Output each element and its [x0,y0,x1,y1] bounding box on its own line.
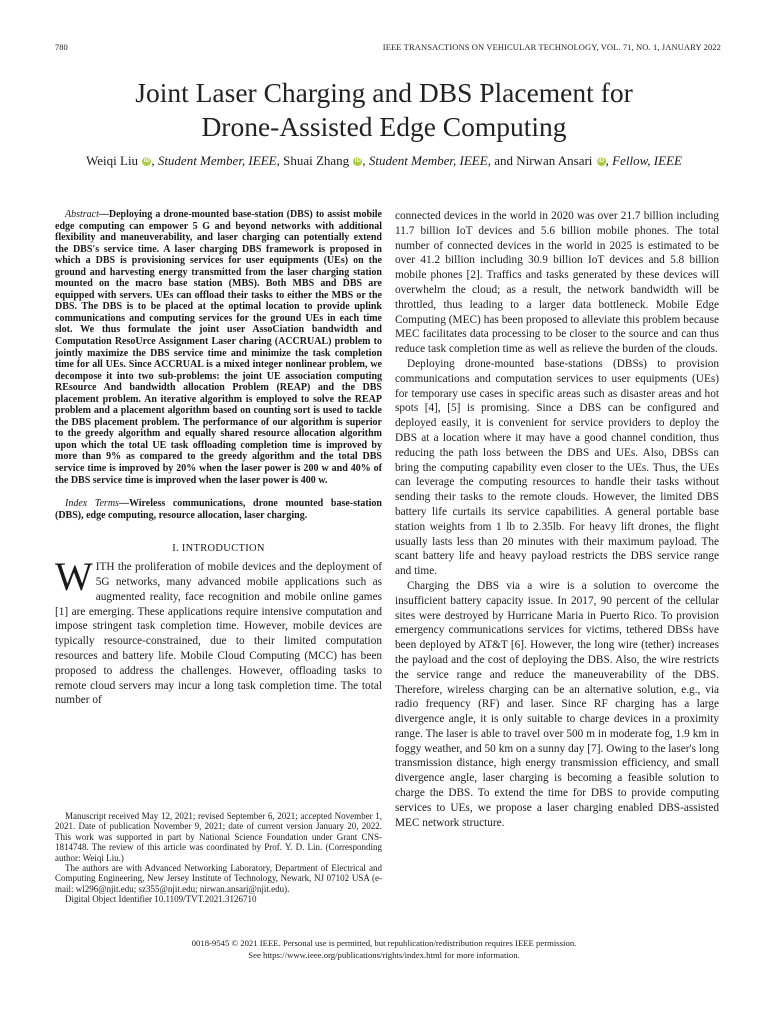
orcid-icon[interactable]: iD [354,158,361,164]
index-terms [55,498,382,521]
author-2-name: Shuai Zhang [279,153,350,168]
footnote-doi: Digital Object Identifier 10.1109/TVT.2021.3126710 [65,894,257,905]
copyright-line-1: 0018-9545 © 2021 IEEE. Personal use is permitted, but republication/redistribution requires IEEE permission. [191,938,577,948]
abstract-text: —Deploying a drone-mounted base-station (DBS) to assist mobile edge computing can empower 5 G and beyond networks with additional flexibility and maneuverability, and laser charging can potentially extend the DBS's service time. A laser charging DBS framework is proposed in which a DBS is provisioning services for user equipments (UEs) on the ground and harvesting energy transmitted from the laser charging station mounted on the macro base station (MBS). Both MBS and DBS are equipped with servers. UEs can offload their tasks to either the MBS or the DBS. The DBS is to be placed at the optimal location to provide uplink communications and computing services for the ground UEs in each time slot. We thus formulate the joint user AssoCiation bandwidth and Computation ResoUrce Assignment Laser charing (ACCRUAL) problem to jointly maximize the DBS service time and minimize the task completion time for all UEs. Since ACCRUAL is a mixed integer nonlinear problem, we decompose it into two sub-problems: the joint UE association computing REsource And bandwidth allocation Problem (REAP) and the DBS placement problem. An iterative algorithm is employed to solve the REAP problem and a placement algorithm based on counting sort is used to tackle the DBS placement problem. The performance of our algorithm is superior to the greedy algorithm and equally shared resource allocation algorithm upon which the total UE task offloading completion time is improved by more than 9% as compared to the greedy algorithm and the total DBS service time is improved by 20% when the laser power is 200 w and 40% of the DBS service time is improved when the laser power is 400 w. [55,209,382,486]
index-terms-text: —Wireless communications, drone mounted base-station (DBS), edge computing, resource allocation, laser charging. [55,498,382,521]
intro-paragraph-1 [55,554,382,708]
author-1-affiliation: , Student Member, IEEE, [151,153,280,168]
right-column [395,209,719,830]
author-3-name: and Nirwan Ansari [490,153,593,168]
drop-cap: W [55,554,93,600]
abstract-label: Abstract [65,209,99,220]
author-list [0,153,768,169]
orcid-icon[interactable]: iD [598,158,605,164]
intro-paragraph-1-text: ITH the proliferation of mobile devices and the deployment of 5G networks, many advanced mobile applications such as augmented reality, face recognition and mobile online games [1] are emerging. These applications require intensive computation and impose stringent task completion time. However, mobile devices are typically resource-constrained, due to their limited computation resources and battery life. Mobile Cloud Computing (MCC) has been proposed to address the challenges. However, offloading tasks to remote cloud servers may incur a long task completion time. The total number of [55,561,382,707]
author-1-name: Weiqi Liu [86,153,139,168]
first-page-footnote [55,811,382,905]
intro-paragraph-2: connected devices in the world in 2020 was over 21.7 billion including 11.7 billion IoT devices and 5.6 billion mobile phones. The total number of connected devices in the world in 2025 is estimated to be over 41.2 billion including 30.9 billion IoT devices and 5.8 billion mobile phones [2]. Traffics and tasks generated by these devices will overwhelm the cloud; as a result, the network bandwidth will be throttled, thus leading to a larger data bottleneck. Mobile Edge Computing (MEC) has been proposed to alleviate this problem because MEC facilitates data processing to be closer to the source and can thus reduce task completion time as well as relieve the burden of the clouds. [395,210,719,356]
intro-paragraph-4: Charging the DBS via a wire is a solution to overcome the insufficient battery capacity issue. In 2017, 90 percent of the cellular sites were destroyed by Hurricane Maria in Puerto Rico. To provision emergency communications services for victims, tethered DBSs have been deployed by AT&T [6]. However, the long wire (tether) increases the payload and the cost of deploying the DBS. Also, the wire restricts the service range and reduce the maneuverability of the DBS. Therefore, wireless charging can be an alternative solution, e.g., via radio frequency (RF) and laser. Since RF charging has a large divergence angle, it is only suitable to charge devices in a proximity range. The laser is able to travel over 500 m in moderate fog, 1.9 km in foggy weather, and 50 km on a sunny day [7]. Owing to the laser's long transmission distance, high energy transmission efficiency, and small divergence angle, laser charging is becoming a feasible solution to charge the DBS. To extend the time for DBS to provide computing services to UEs, we propose a laser charging enabled DBS-assisted MEC network structure. [395,579,719,829]
intro-paragraph-3: Deploying drone-mounted base-stations (DBSs) to provision communications and computation services to user equipments (UEs) for temporary use cases in specific areas such as disaster areas and hot spots [4], [5] is promising. Since a DBS can be configured and deployed easily, it is convenient for service providers to deploy the DBS at a location where it may have a good channel condition, thus reducing the path loss between the DBS and UEs. Also, DBSs can bring the computing capability even closer to the UEs. Thus, the UEs can leverage the computing resources to handle their tasks without sending their tasks to the remote clouds. However, the limited DBS battery life curtails its service capabilities. A general portable base station weights from 1 lb to 2.35lb. For heavy lift drones, the flight usually lasts less than 20 minutes with their maximum payload. The scant battery life and heavy payload restricts the DBS service range and time. [395,357,719,578]
author-3-affiliation: , Fellow, IEEE [605,153,682,168]
journal-header: IEEE TRANSACTIONS ON VEHICULAR TECHNOLOGY, VOL. 71, NO. 1, JANUARY 2022 [382,42,721,52]
copyright-notice [0,938,768,961]
left-column [55,209,382,708]
copyright-line-2: See https://www.ieee.org/publications/rights/index.html for more information. [248,949,520,960]
author-2-affiliation: , Student Member, IEEE, [362,153,491,168]
paper-title [0,76,768,144]
page-number: 780 [55,42,68,52]
abstract [55,209,382,486]
orcid-icon[interactable]: iD [143,158,150,164]
title-line-1: Joint Laser Charging and DBS Placement for [135,77,633,108]
footnote-manuscript: Manuscript received May 12, 2021; revised September 6, 2021; accepted November 1, 2021. Date of publication November 9, 2021; date of current version January 20, 2022. This work was supported in part by National Science Foundation under Grant CNS-1814748. The review of this article was coordinated by Prof. Y. D. Lin. (Corresponding author: Weiqi Liu.) [55,811,382,863]
index-terms-label: Index Terms [65,498,119,510]
footnote-affiliation: The authors are with Advanced Networking Laboratory, Department of Electrical and Computing Engineering, New Jersey Institute of Technology, Newark, NJ 07102 USA (e-mail: wl296@njit.edu; sz355@njit.edu; nirwan.ansari@njit.edu). [55,863,382,894]
section-heading: I. INTRODUCTION [172,543,265,555]
title-line-2: Drone-Assisted Edge Computing [201,111,567,142]
